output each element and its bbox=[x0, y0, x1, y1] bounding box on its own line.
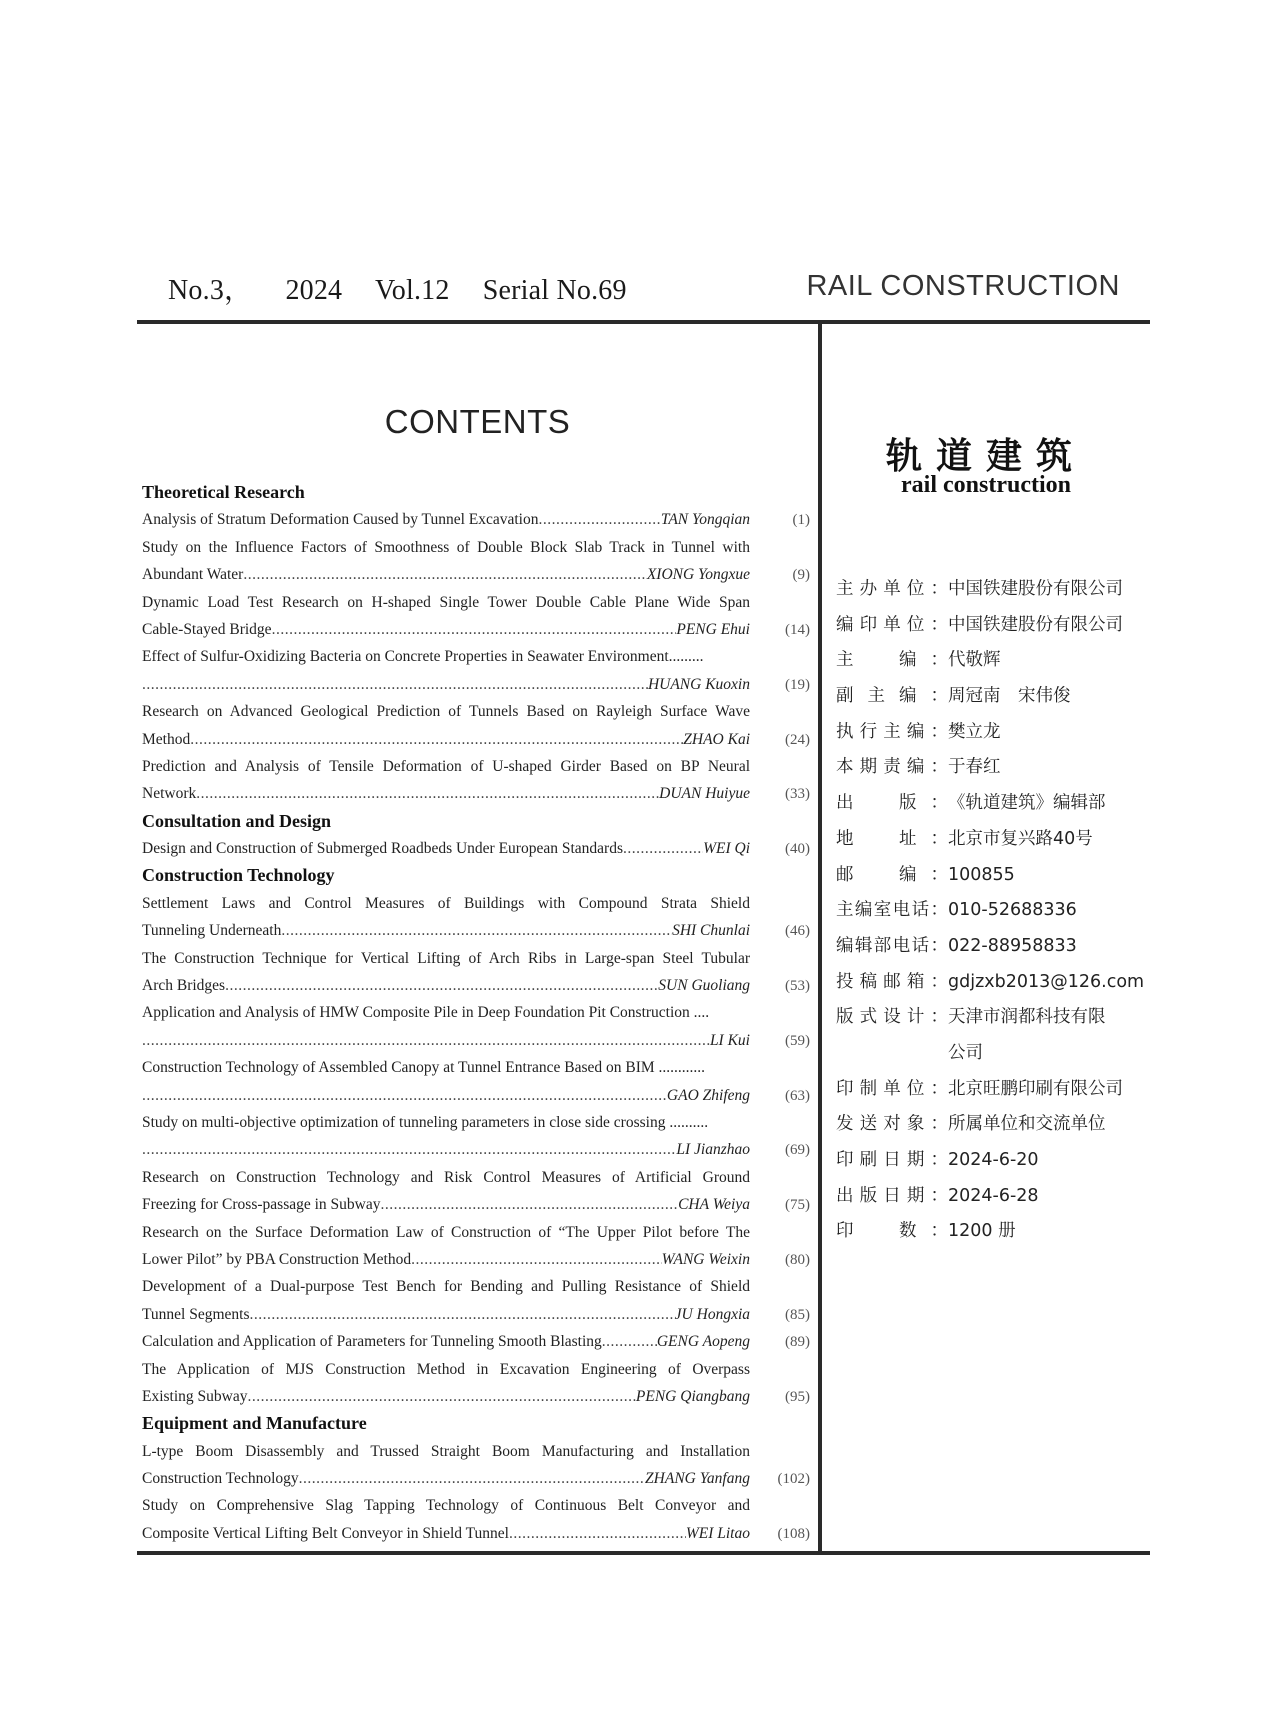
toc-entry-author: SUN Guoliang bbox=[658, 977, 750, 995]
info-label: 印制单位： bbox=[836, 1078, 948, 1099]
dot-leader bbox=[250, 1301, 675, 1328]
toc-entry bbox=[142, 1520, 810, 1547]
dot-leader bbox=[380, 1191, 678, 1218]
info-label: 邮 编： bbox=[836, 864, 948, 885]
toc-entry-author: HUANG Kuoxin bbox=[647, 675, 750, 693]
toc-entry-title: Analysis of Stratum Deformation Caused by Tunnel Excavation bbox=[142, 511, 539, 529]
info-row bbox=[836, 1179, 1136, 1215]
info-value: 所属单位和交流单位 bbox=[948, 1114, 1106, 1135]
toc-entry-author: JU Hongxia bbox=[674, 1305, 750, 1323]
info-row bbox=[836, 893, 1136, 929]
dot-leader bbox=[190, 726, 683, 753]
toc-entry-line bbox=[142, 1164, 810, 1191]
toc-entry-author: LI Kui bbox=[709, 1031, 750, 1049]
info-value: 2024-6-28 bbox=[948, 1185, 1039, 1206]
toc-entry-title: The Construction Technique for Vertical Lifting of Arch Ribs in Large-span Steel Tubular bbox=[142, 949, 750, 967]
info-row bbox=[836, 750, 1136, 786]
info-row bbox=[836, 1214, 1136, 1250]
toc-entry-page: (75) bbox=[785, 1197, 810, 1214]
info-value: gdjzxb2013@126.com bbox=[948, 971, 1145, 992]
toc-entry-title: L-type Boom Disassembly and Trussed Straight Boom Manufacturing and Installation bbox=[142, 1442, 750, 1460]
toc-entry-title: Arch Bridges bbox=[142, 977, 226, 995]
info-value: 010-52688336 bbox=[948, 900, 1077, 921]
toc-entry bbox=[142, 835, 810, 862]
info-row bbox=[836, 572, 1136, 608]
toc-entry-line bbox=[142, 753, 810, 780]
toc-entry-author: PENG Ehui bbox=[676, 620, 750, 638]
toc-entry-author: ZHAO Kai bbox=[683, 730, 750, 748]
info-value: 北京市复兴路40号 bbox=[948, 828, 1093, 849]
toc-entry bbox=[142, 972, 810, 999]
toc-entry-page: (14) bbox=[785, 621, 810, 638]
journal-name-en: rail construction bbox=[901, 472, 1071, 498]
info-label: 地 址： bbox=[836, 828, 948, 849]
dot-leader bbox=[539, 506, 661, 533]
toc-entry-page: (108) bbox=[777, 1525, 810, 1542]
toc-entry-author: SHI Chunlai bbox=[672, 922, 750, 940]
toc-entry-page: (95) bbox=[785, 1388, 810, 1405]
info-label: 本期责编： bbox=[836, 757, 948, 778]
toc-entry-page: (63) bbox=[785, 1087, 810, 1104]
info-row bbox=[836, 1107, 1136, 1143]
issue-header bbox=[168, 268, 653, 308]
info-value: 《轨道建筑》编辑部 bbox=[948, 793, 1106, 814]
info-label: 主编室电话： bbox=[836, 900, 948, 921]
dot-leader bbox=[248, 1383, 636, 1410]
toc-entry-page: (1) bbox=[792, 512, 810, 529]
toc-section-heading: Construction Technology bbox=[142, 865, 335, 886]
info-value: 樊立龙 bbox=[948, 721, 1001, 742]
info-row bbox=[836, 643, 1136, 679]
toc-entry-title: Prediction and Analysis of Tensile Deformation of U-shaped Girder Based on BP Neural bbox=[142, 757, 750, 775]
toc-section-heading: Theoretical Research bbox=[142, 482, 305, 502]
info-row bbox=[836, 965, 1145, 1001]
masthead-panel bbox=[822, 320, 1150, 1551]
toc-entry bbox=[142, 1328, 810, 1355]
toc-entry-page: (19) bbox=[785, 676, 810, 693]
info-value: 于春红 bbox=[948, 757, 1001, 778]
serial-number: Serial No.69 bbox=[482, 275, 627, 306]
toc-entry-line bbox=[142, 1219, 810, 1246]
info-value: 中国铁建股份有限公司 bbox=[948, 614, 1123, 635]
toc-entry-title: Application and Analysis of HMW Composite Pile in Deep Foundation Pit Construction .... bbox=[142, 1004, 710, 1022]
toc-entry bbox=[142, 616, 810, 643]
info-row bbox=[836, 715, 1136, 751]
info-label: 发送对象： bbox=[836, 1114, 948, 1135]
info-label: 印刷日期： bbox=[836, 1150, 948, 1170]
dot-leader bbox=[602, 1328, 657, 1355]
toc-entry-author: ZHANG Yanfang bbox=[645, 1470, 750, 1488]
info-label: 印 数： bbox=[836, 1221, 948, 1242]
toc-section-heading: Equipment and Manufacture bbox=[142, 1413, 367, 1434]
toc-entry-title: Existing Subway bbox=[142, 1387, 248, 1405]
toc-entry-title: Research on Advanced Geological Prediction of Tunnels Based on Rayleigh Surface Wave bbox=[142, 703, 750, 721]
toc-entry-line bbox=[142, 999, 810, 1026]
info-row bbox=[836, 1072, 1136, 1108]
toc-entry-page: (9) bbox=[792, 567, 810, 584]
toc-entry-line bbox=[142, 698, 810, 725]
toc-entry-title: Abundant Water bbox=[142, 566, 244, 584]
toc-entry-author: GAO Zhifeng bbox=[666, 1086, 750, 1104]
toc-entry-page: (40) bbox=[785, 841, 810, 858]
toc-entry bbox=[142, 506, 810, 533]
toc-entry-title: Tunneling Underneath bbox=[142, 922, 282, 940]
dot-leader bbox=[142, 671, 648, 698]
info-label: 投稿邮箱： bbox=[836, 971, 948, 992]
info-label: 主办单位： bbox=[836, 579, 948, 599]
info-row bbox=[836, 1000, 1136, 1036]
toc-entry-page: (46) bbox=[785, 923, 810, 940]
toc-entry-title: The Application of MJS Construction Method in Excavation Engineering of Overpass bbox=[142, 1360, 750, 1378]
toc-entry bbox=[142, 726, 810, 753]
info-value: 1200 册 bbox=[948, 1221, 1016, 1242]
toc-entry-title: Study on the Influence Factors of Smoothness of Double Block Slab Track in Tunnel with bbox=[142, 538, 750, 556]
info-value: 周冠南 宋伟俊 bbox=[948, 686, 1071, 707]
toc-entry bbox=[142, 1246, 810, 1273]
table-of-contents bbox=[142, 479, 810, 1547]
info-value: 100855 bbox=[948, 864, 1015, 885]
dot-leader bbox=[196, 780, 659, 807]
toc-entry-title: Development of a Dual-purpose Test Bench for Bending and Pulling Resistance of Shield bbox=[142, 1278, 750, 1296]
info-label: 版式设计： bbox=[836, 1007, 948, 1028]
toc-entry-page: (53) bbox=[785, 978, 810, 995]
info-value: 2024-6-20 bbox=[948, 1150, 1039, 1170]
info-label: 出 版： bbox=[836, 793, 948, 814]
toc-entry bbox=[142, 1301, 810, 1328]
toc-entry-title: Calculation and Application of Parameters for Tunneling Smooth Blasting bbox=[142, 1333, 602, 1351]
info-label: 编印单位： bbox=[836, 614, 948, 635]
info-row bbox=[836, 679, 1136, 715]
toc-entry-title: Construction Technology bbox=[142, 1470, 299, 1488]
toc-entry-page: (33) bbox=[785, 786, 810, 803]
info-label: 编辑部电话： bbox=[836, 935, 948, 956]
toc-entry-author: DUAN Huiyue bbox=[659, 785, 750, 803]
dot-leader bbox=[623, 835, 703, 862]
toc-entry-line bbox=[142, 1273, 810, 1300]
issue-number: No.3， bbox=[168, 275, 253, 306]
toc-entry bbox=[142, 1191, 810, 1218]
contents-heading: CONTENTS bbox=[384, 403, 571, 440]
toc-entry-title: Research on Construction Technology and Risk Control Measures of Artificial Ground bbox=[142, 1168, 750, 1186]
toc-entry-title: Design and Construction of Submerged Roadbeds Under European Standards bbox=[142, 840, 623, 858]
toc-section-heading: Consultation and Design bbox=[142, 810, 332, 831]
toc-entry-author: LI Jianzhao bbox=[676, 1141, 750, 1159]
issue-year: 2024 bbox=[285, 275, 343, 306]
toc-entry-title: Composite Vertical Lifting Belt Conveyor in Shield Tunnel bbox=[142, 1524, 509, 1542]
toc-entry-line bbox=[142, 1054, 810, 1081]
toc-entry-author: GENG Aopeng bbox=[656, 1333, 750, 1351]
toc-entry-line bbox=[142, 1356, 810, 1383]
toc-entry-page: (24) bbox=[785, 731, 810, 748]
toc-entry-title: Research on the Surface Deformation Law of Construction of “The Upper Pilot before The bbox=[142, 1223, 750, 1241]
info-value: 代敬辉 bbox=[948, 650, 1001, 671]
toc-entry bbox=[142, 671, 810, 698]
toc-entry-title: Tunnel Segments bbox=[142, 1305, 250, 1323]
toc-entry-title: Freezing for Cross-passage in Subway bbox=[142, 1196, 381, 1214]
toc-entry-page: (102) bbox=[777, 1471, 810, 1488]
info-row bbox=[836, 786, 1136, 822]
toc-entry-author: PENG Qiangbang bbox=[635, 1387, 750, 1405]
dot-leader bbox=[142, 1027, 710, 1054]
toc-entry bbox=[142, 780, 810, 807]
info-row bbox=[836, 1143, 1136, 1179]
toc-entry-title: Dynamic Load Test Research on H-shaped Single Tower Double Cable Plane Wide Span bbox=[142, 593, 750, 611]
info-label: 主 编： bbox=[836, 650, 948, 671]
toc-entry-page: (80) bbox=[785, 1251, 810, 1268]
toc-entry bbox=[142, 1136, 810, 1163]
info-row bbox=[836, 608, 1136, 644]
toc-entry bbox=[142, 1082, 810, 1109]
info-label: 出版日期： bbox=[836, 1185, 948, 1206]
toc-entry-author: WEI Litao bbox=[685, 1524, 750, 1542]
info-value: 北京旺鹏印刷有限公司 bbox=[948, 1078, 1123, 1099]
toc-entry-line bbox=[142, 643, 810, 670]
dot-leader bbox=[411, 1246, 662, 1273]
toc-entry-title: Method bbox=[142, 730, 191, 748]
info-value: 中国铁建股份有限公司 bbox=[948, 579, 1123, 599]
toc-entry-title: Construction Technology of Assembled Canopy at Tunnel Entrance Based on BIM ............ bbox=[142, 1059, 706, 1077]
toc-entry-page: (69) bbox=[785, 1142, 810, 1159]
toc-entry-title: Lower Pilot” by PBA Construction Method bbox=[142, 1250, 412, 1268]
toc-entry-page: (89) bbox=[785, 1334, 810, 1351]
toc-entry-title: Network bbox=[142, 785, 197, 803]
dot-leader bbox=[142, 1082, 667, 1109]
info-label: 执行主编： bbox=[836, 721, 948, 742]
dot-leader bbox=[225, 972, 658, 999]
info-row bbox=[836, 858, 1136, 894]
bottom-rule bbox=[137, 1551, 1150, 1555]
dot-leader bbox=[243, 561, 646, 588]
info-row bbox=[836, 822, 1136, 858]
volume-number: Vol.12 bbox=[374, 275, 450, 306]
toc-entry-line bbox=[142, 1109, 810, 1136]
toc-entry-title: Cable-Stayed Bridge bbox=[142, 620, 272, 638]
toc-entry-line bbox=[142, 945, 810, 972]
dot-leader bbox=[272, 616, 677, 643]
toc-entry-line bbox=[142, 534, 810, 561]
toc-entry-author: WEI Qi bbox=[703, 840, 750, 858]
info-value: 022-88958833 bbox=[948, 935, 1077, 956]
toc-entry bbox=[142, 1383, 810, 1410]
info-row bbox=[836, 1036, 1136, 1072]
dot-leader bbox=[509, 1520, 686, 1547]
toc-entry-title: Study on multi-objective optimization of tunneling parameters in close side crossing .......... bbox=[142, 1113, 709, 1131]
toc-entry bbox=[142, 1465, 810, 1492]
toc-entry-title: Settlement Laws and Control Measures of Buildings with Compound Strata Shield bbox=[142, 894, 750, 912]
toc-entry-line bbox=[142, 589, 810, 616]
journal-title-en: RAIL CONSTRUCTION bbox=[806, 270, 1120, 302]
info-label: 副主编： bbox=[836, 686, 948, 707]
info-value: 天津市润都科技有限 bbox=[948, 1007, 1106, 1028]
toc-entry-author: CHA Weiya bbox=[678, 1196, 750, 1214]
publication-info bbox=[836, 572, 1145, 1250]
toc-entry-page: (59) bbox=[785, 1032, 810, 1049]
toc-entry-author: TAN Yongqian bbox=[660, 511, 750, 529]
toc-entry-line bbox=[142, 1438, 810, 1465]
toc-entry bbox=[142, 917, 810, 944]
toc-entry-author: XIONG Yongxue bbox=[646, 566, 750, 584]
info-value: 公司 bbox=[948, 1042, 983, 1063]
toc-entry-title: Study on Comprehensive Slag Tapping Technology of Continuous Belt Conveyor and bbox=[142, 1497, 750, 1515]
toc-entry-line bbox=[142, 1492, 810, 1519]
dot-leader bbox=[142, 1136, 676, 1163]
toc-entry bbox=[142, 561, 810, 588]
dot-leader bbox=[299, 1465, 645, 1492]
toc-entry bbox=[142, 1027, 810, 1054]
toc-entry-page: (85) bbox=[785, 1306, 810, 1323]
journal-name-cn: 轨道建筑 bbox=[885, 436, 1086, 477]
toc-entry-title: Effect of Sulfur-Oxidizing Bacteria on Concrete Properties in Seawater Environment......... bbox=[142, 648, 704, 666]
info-row bbox=[836, 929, 1136, 965]
toc-entry-author: WANG Weixin bbox=[661, 1250, 750, 1268]
toc-entry-line bbox=[142, 890, 810, 917]
dot-leader bbox=[281, 917, 672, 944]
